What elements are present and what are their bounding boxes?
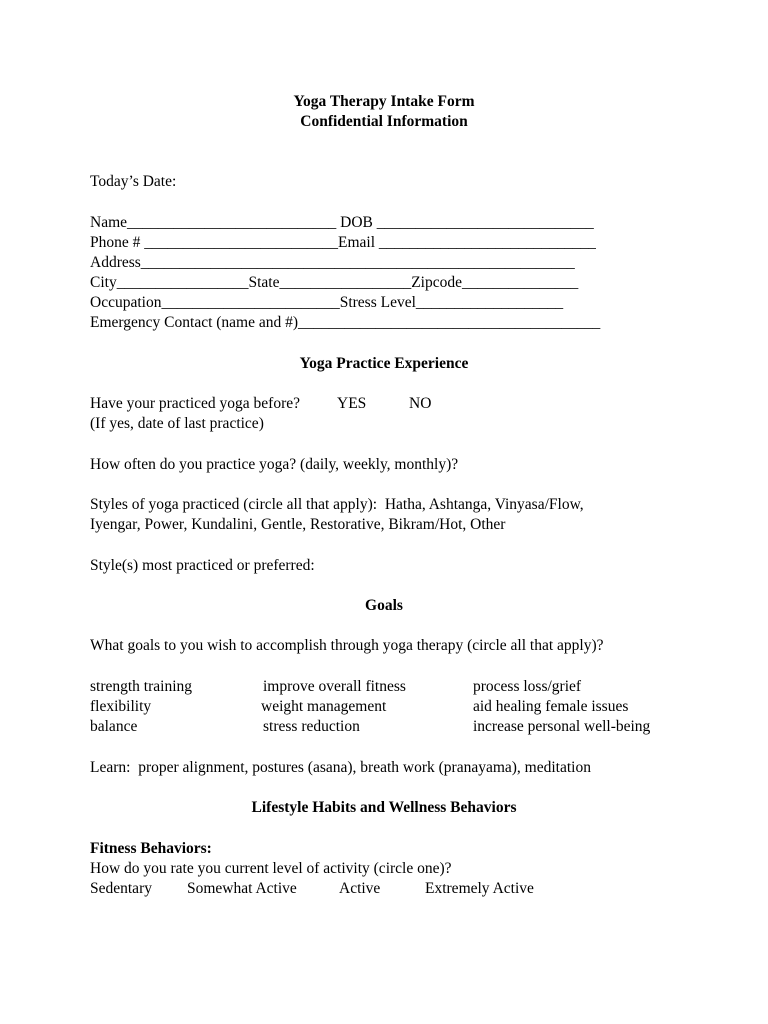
goal-item: weight management (261, 698, 387, 715)
activity-option: Sedentary (90, 880, 152, 897)
yes-option: YES (337, 395, 367, 412)
goal-item: increase personal well-being (473, 718, 651, 735)
goal-item: stress reduction (263, 718, 360, 735)
section-goals-heading: Goals (365, 597, 403, 614)
activity-option: Active (339, 880, 381, 897)
form-subtitle: Confidential Information (300, 113, 468, 130)
preferred-style-question: Style(s) most practiced or preferred: (90, 557, 315, 574)
address-field: Address________________________________________________________ (90, 254, 575, 271)
activity-option: Somewhat Active (187, 880, 297, 897)
goal-item: improve overall fitness (263, 678, 406, 695)
activity-option: Extremely Active (425, 880, 534, 897)
goal-item: strength training (90, 678, 193, 695)
practice-frequency-question: How often do you practice yoga? (daily, weekly, monthly)? (90, 456, 459, 473)
name-dob-field: Name___________________________ DOB ____________________________ (90, 214, 594, 231)
city-state-zip-field: City_________________State_________________Zipcode_______________ (90, 274, 579, 291)
section-practice-heading: Yoga Practice Experience (299, 355, 469, 372)
practiced-before-text: Have your practiced yoga before? (90, 395, 300, 412)
goal-item: flexibility (90, 698, 152, 715)
todays-date-label: Today’s Date: (90, 173, 177, 190)
fitness-behaviors-heading: Fitness Behaviors: (90, 840, 212, 857)
styles-question-line1: Styles of yoga practiced (circle all that apply): Hatha, Ashtanga, Vinyasa/Flow, (90, 496, 584, 513)
goals-question: What goals to you wish to accomplish through yoga therapy (circle all that apply)? (90, 637, 604, 654)
occupation-stress-field: Occupation_______________________Stress Level___________________ (90, 294, 564, 311)
goal-item: aid healing female issues (473, 698, 629, 715)
section-lifestyle-heading: Lifestyle Habits and Wellness Behaviors (251, 799, 517, 816)
goal-item: process loss/grief (473, 678, 582, 695)
last-practice-note: (If yes, date of last practice) (90, 415, 264, 432)
goal-item: balance (90, 718, 138, 735)
form-title: Yoga Therapy Intake Form (293, 93, 475, 110)
activity-level-question: How do you rate you current level of activity (circle one)? (90, 860, 452, 877)
phone-email-field: Phone # _________________________Email ____________________________ (90, 234, 596, 251)
emergency-contact-field: Emergency Contact (name and #)_______________________________________ (90, 314, 601, 331)
learn-line: Learn: proper alignment, postures (asana), breath work (pranayama), meditation (90, 759, 591, 776)
no-option: NO (409, 395, 432, 412)
styles-question-line2: Iyengar, Power, Kundalini, Gentle, Restorative, Bikram/Hot, Other (90, 516, 506, 533)
